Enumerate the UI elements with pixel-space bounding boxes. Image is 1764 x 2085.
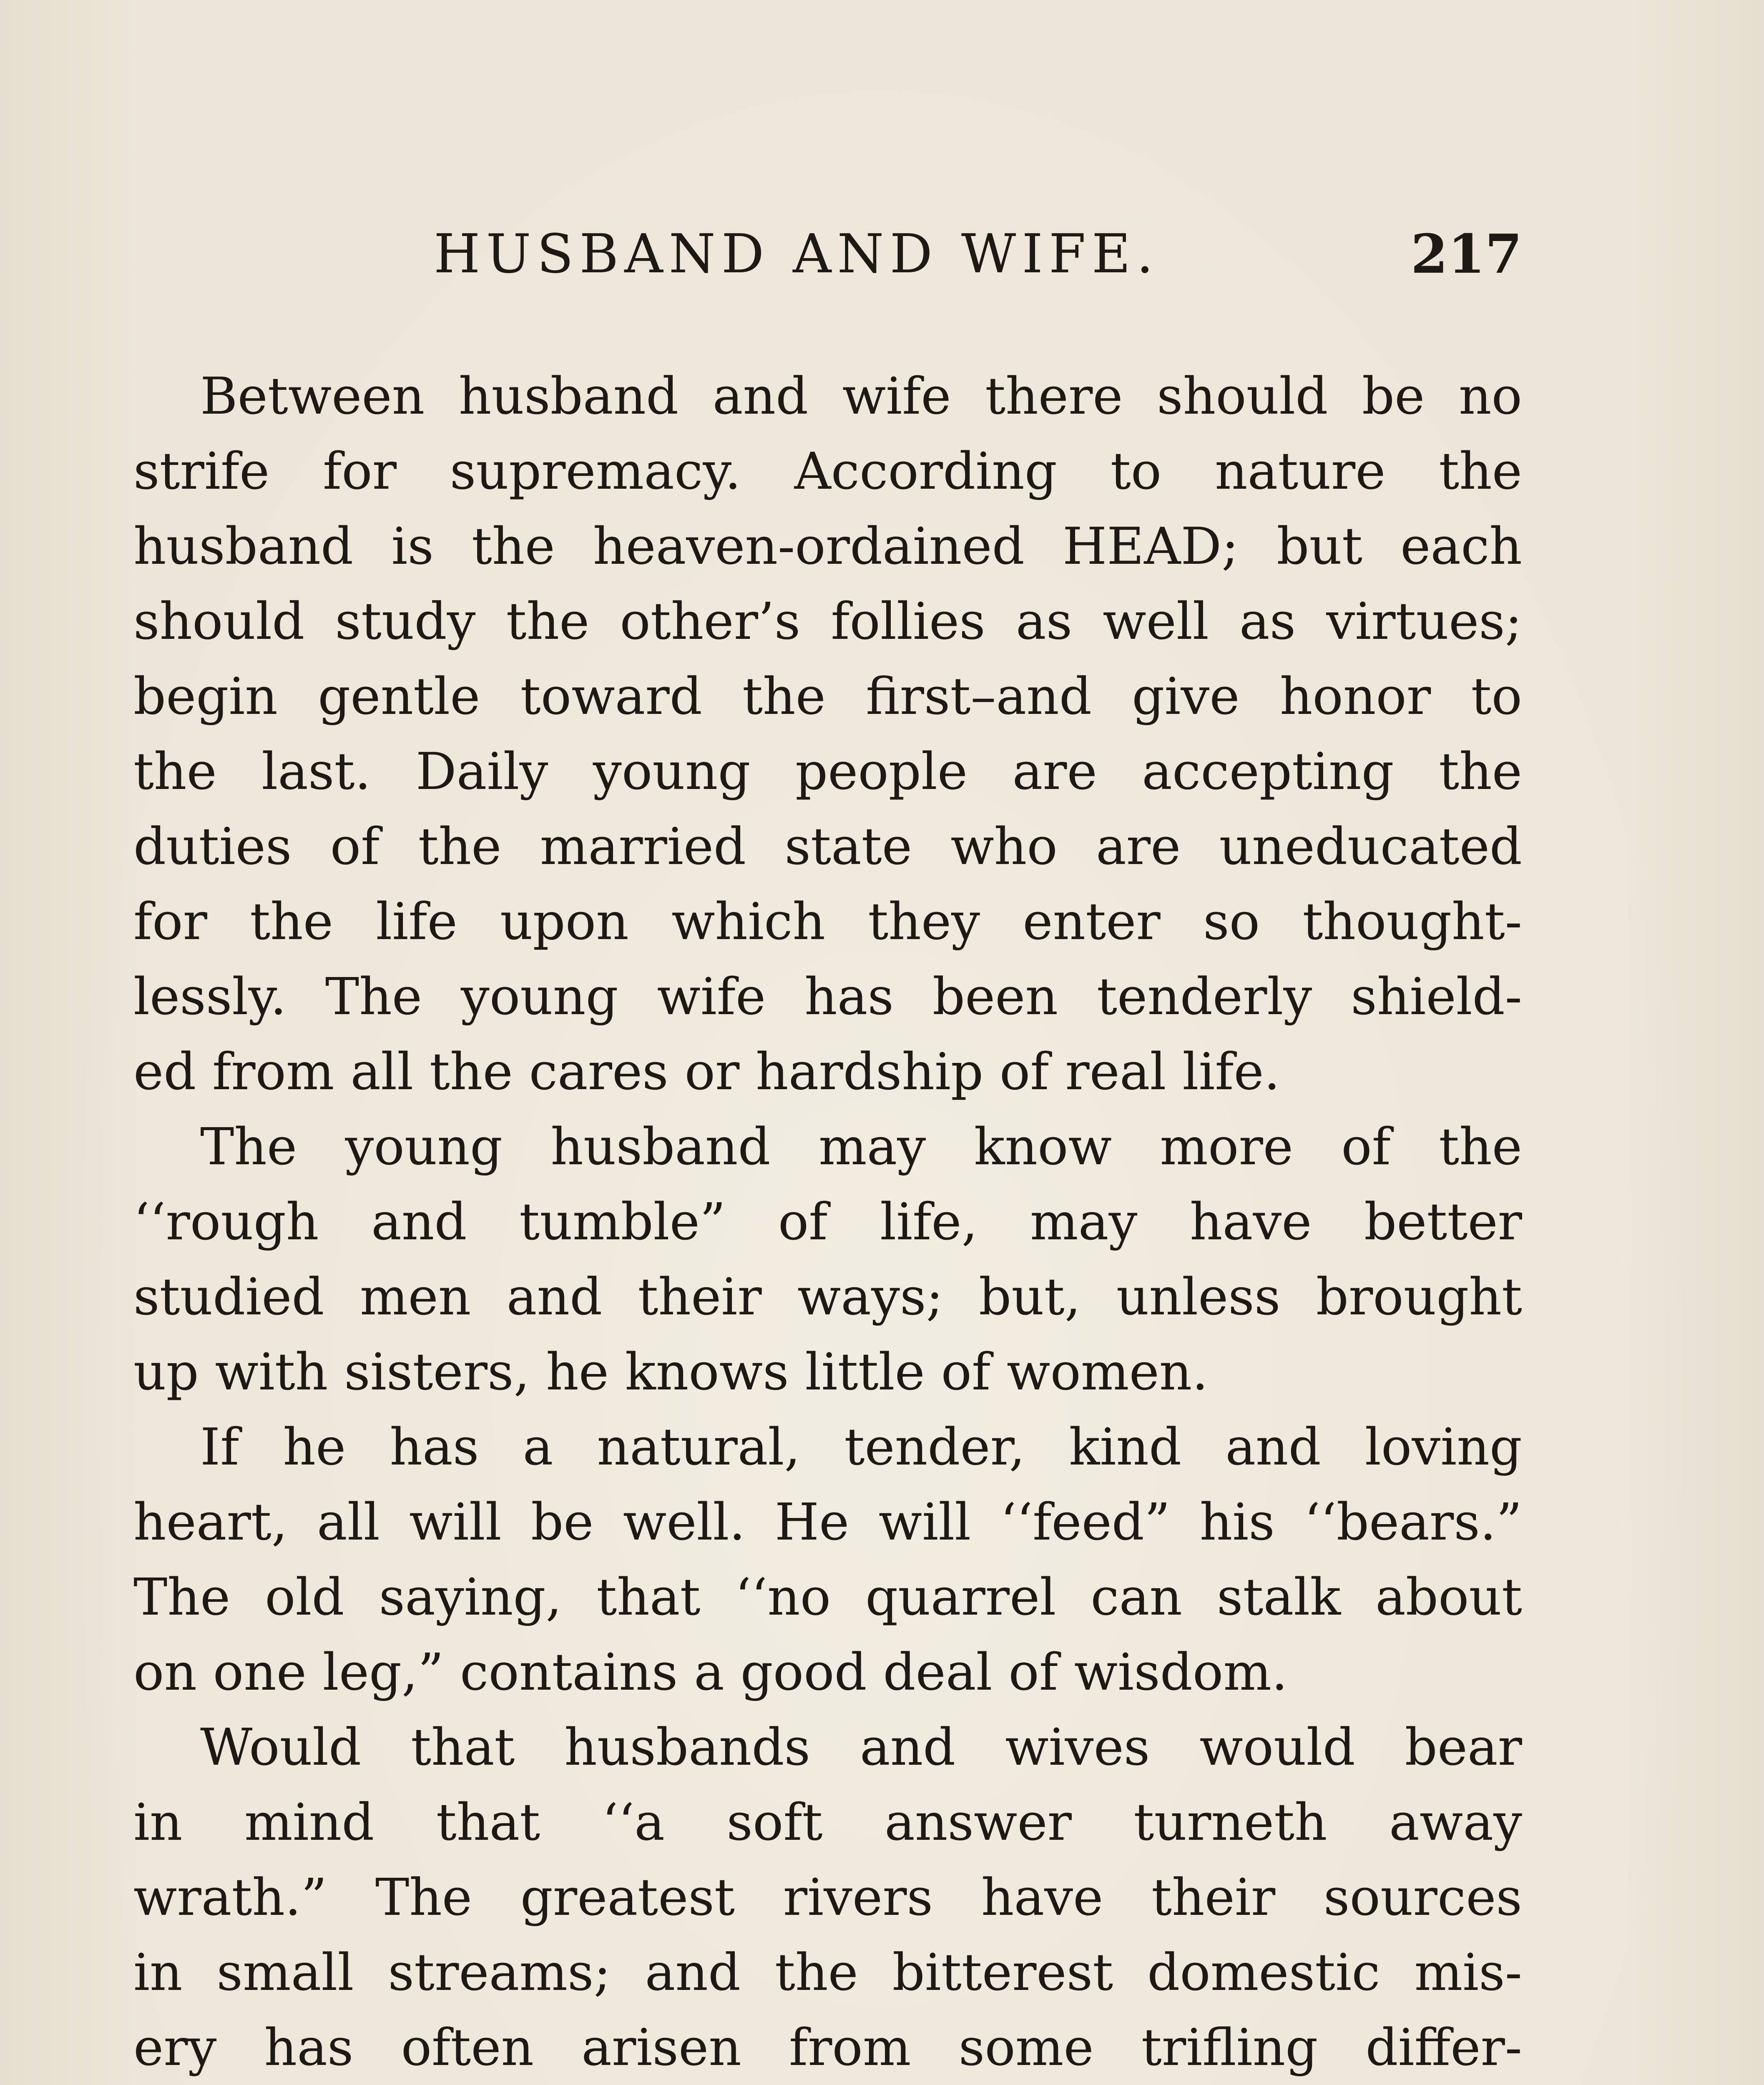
page-header xyxy=(133,213,1522,296)
text-line: up with sisters, he knows little of women. xyxy=(133,1342,1209,1402)
text-line: strife for supremacy. According to nature the xyxy=(133,442,1522,501)
text-line: The old saying, that ‘‘no quarrel can stalk about xyxy=(133,1568,1522,1627)
text-line: for the life upon which they enter so thought- xyxy=(133,892,1522,951)
body-text xyxy=(133,359,1522,2085)
text-line: ‘‘rough and tumble” of life, may have better xyxy=(133,1192,1522,1251)
paragraph xyxy=(133,1710,1522,2085)
paragraph xyxy=(133,1109,1522,1409)
text-line: studied men and their ways; but, unless brought xyxy=(133,1267,1522,1326)
text-line: duties of the married state who are uneducated xyxy=(133,817,1522,876)
text-line: heart, all will be well. He will ‘‘feed” his ‘‘bears.” xyxy=(133,1492,1522,1552)
page-number: 217 xyxy=(1410,223,1522,286)
text-line: wrath.” The greatest rivers have their sources xyxy=(133,1868,1522,1927)
paragraph xyxy=(133,1409,1522,1710)
text-line: ery has often arisen from some trifling differ- xyxy=(133,2018,1522,2077)
text-line: The young husband may know more of the xyxy=(200,1117,1522,1176)
text-line: should study the other’s follies as well as virtues; xyxy=(133,592,1522,651)
text-line: If he has a natural, tender, kind and loving xyxy=(200,1417,1522,1477)
text-line: Between husband and wife there should be no xyxy=(200,367,1522,426)
text-line: ed from all the cares or hardship of real life. xyxy=(133,1042,1280,1101)
text-line: lessly. The young wife has been tenderly shield- xyxy=(133,967,1522,1026)
text-line: the last. Daily young people are accepting the xyxy=(133,742,1522,801)
text-line: husband is the heaven-ordained HEAD; but each xyxy=(133,517,1522,576)
text-line: begin gentle toward the first–and give honor to xyxy=(133,667,1522,726)
text-line: in small streams; and the bitterest domestic mis- xyxy=(133,1943,1522,2002)
text-line: Would that husbands and wives would bear xyxy=(200,1718,1522,1777)
text-line: in mind that ‘‘a soft answer turneth away xyxy=(133,1793,1522,1852)
paragraph xyxy=(133,359,1522,1109)
running-title: HUSBAND AND WIFE. xyxy=(434,223,1159,285)
text-line: on one leg,” contains a good deal of wisdom. xyxy=(133,1643,1288,1702)
